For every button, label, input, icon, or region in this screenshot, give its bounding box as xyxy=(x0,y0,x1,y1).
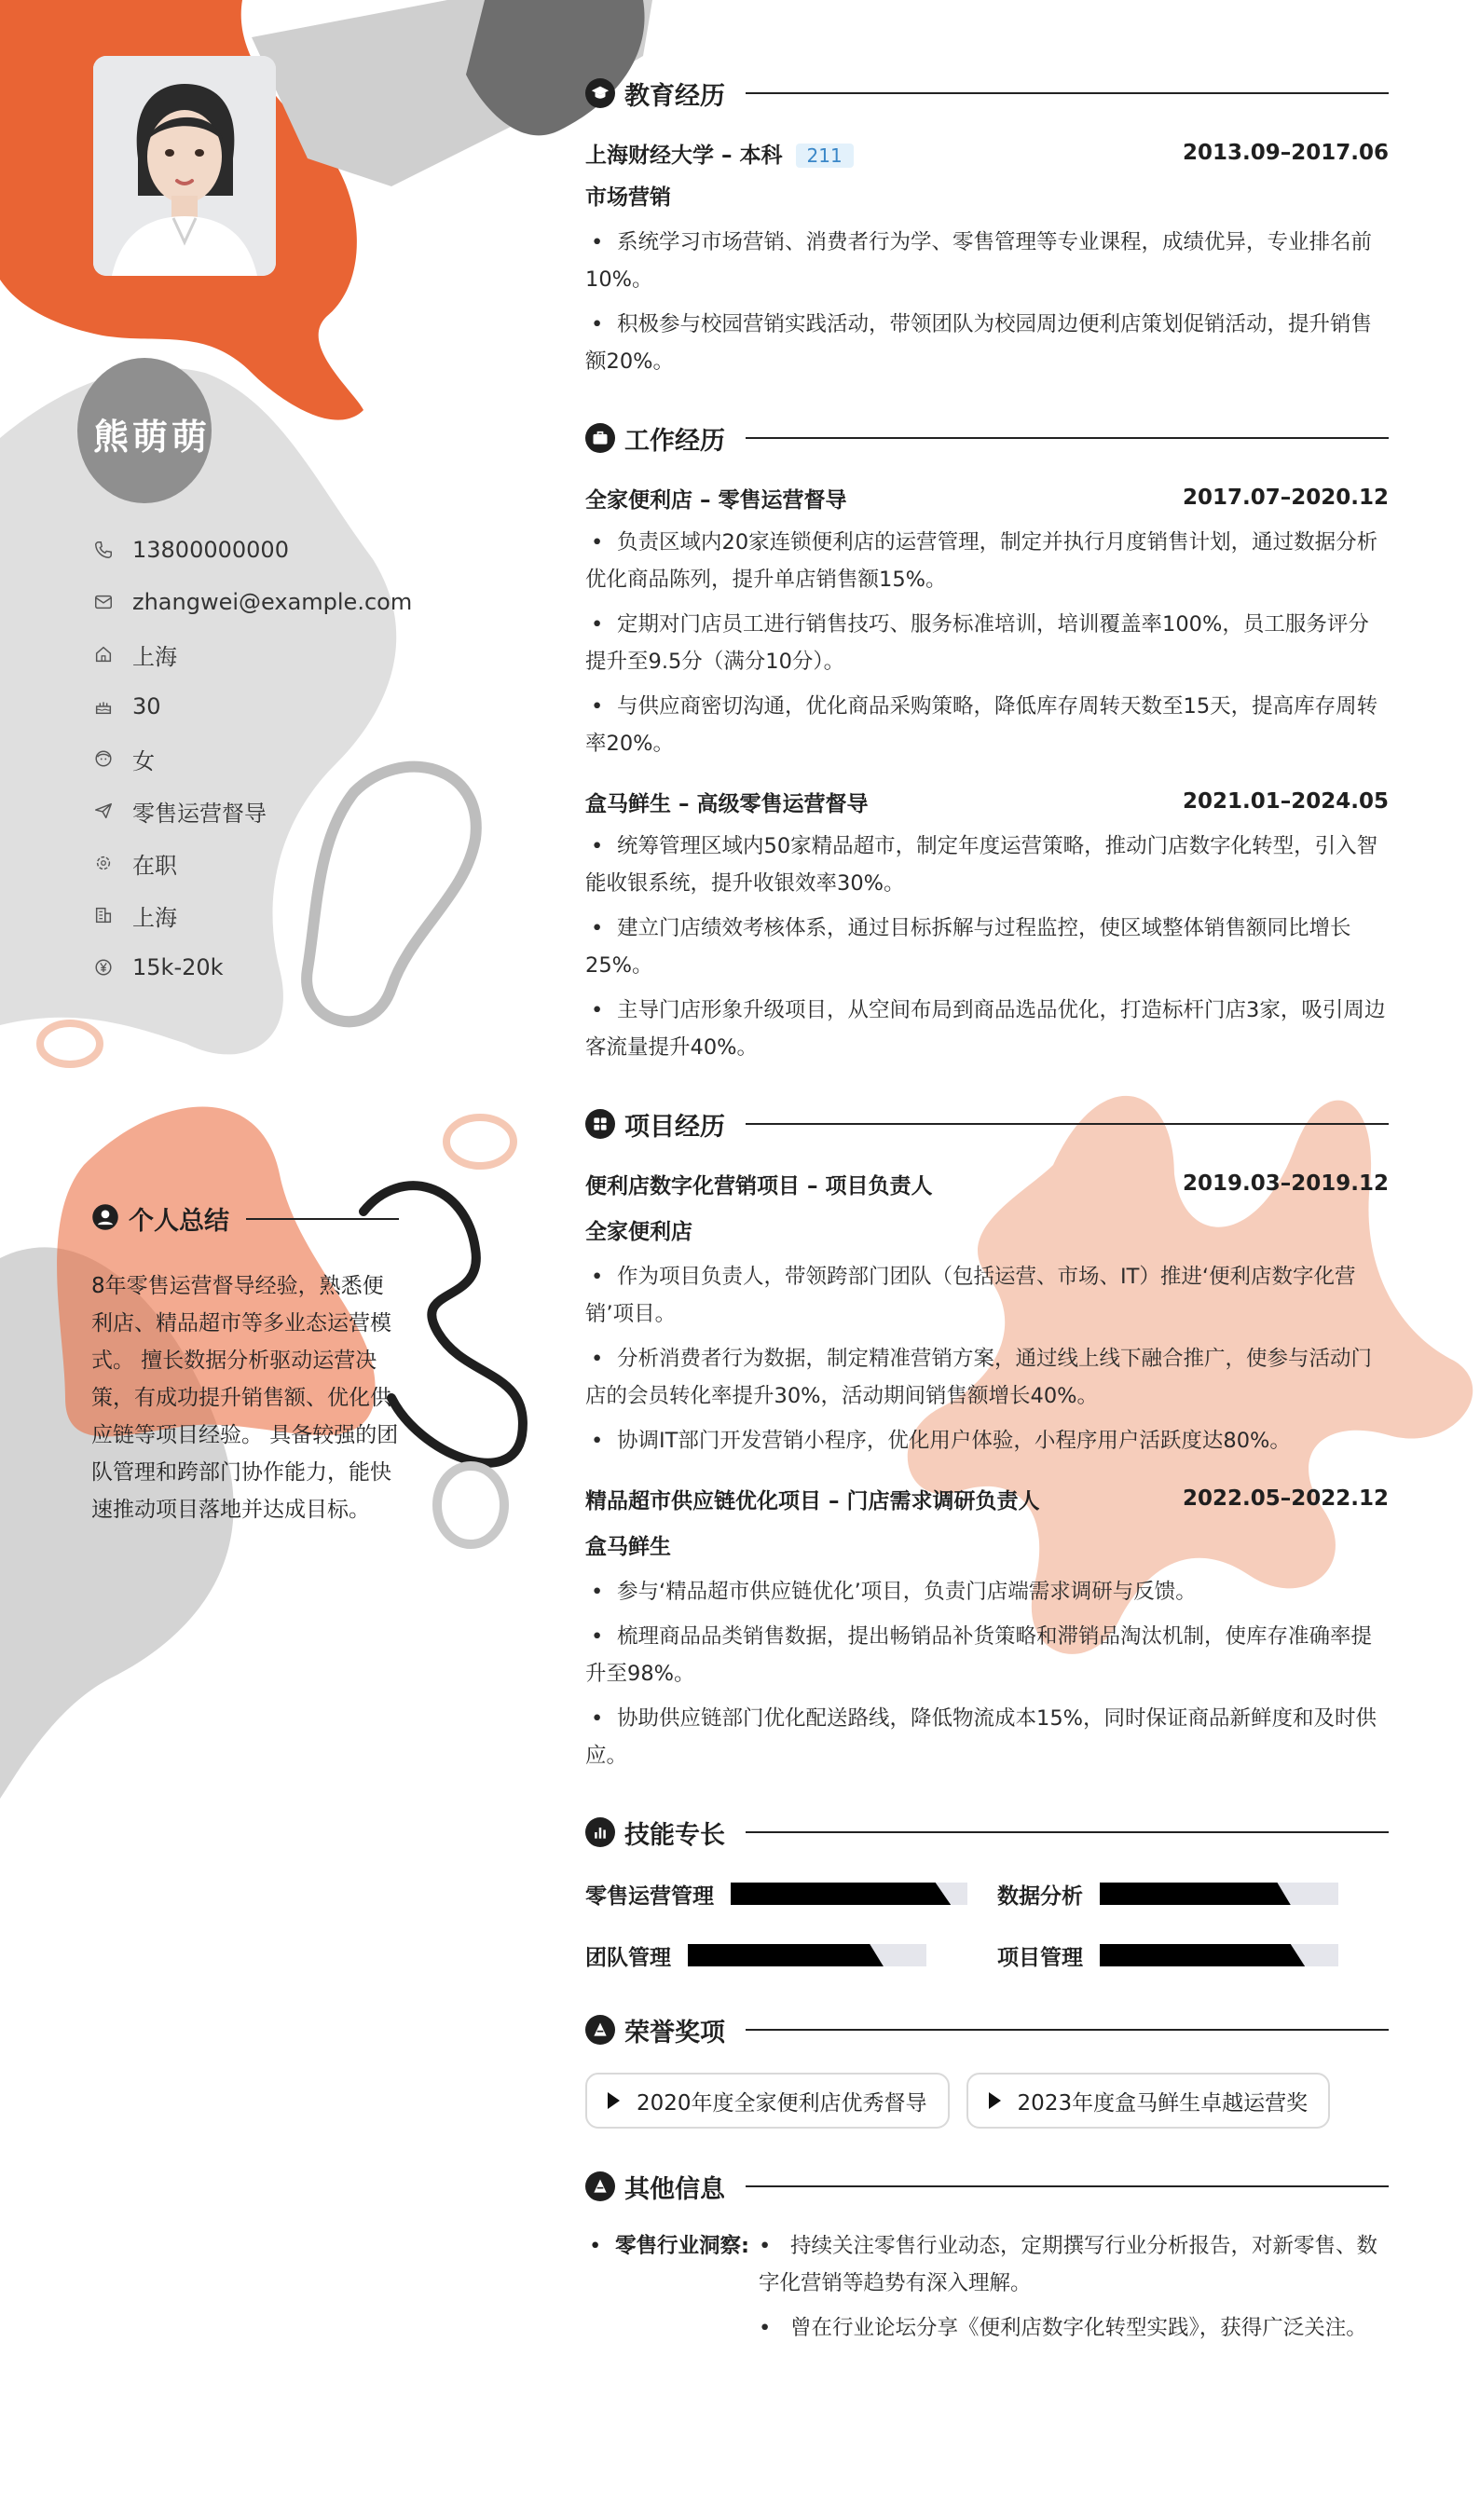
divider xyxy=(746,437,1389,439)
work-entry xyxy=(585,783,1389,1066)
skills-header xyxy=(585,1812,1389,1853)
projects-title: 项目经历 xyxy=(624,1112,725,1142)
other-title: 其他信息 xyxy=(624,2174,725,2204)
education-date: 2013.09–2017.06 xyxy=(1182,141,1389,165)
work-bullets xyxy=(585,524,1389,762)
award-icon xyxy=(585,2015,615,2045)
contact-position xyxy=(91,785,412,837)
summary-text: 8年零售运营督导经验，熟悉便利店、精品超市等多业态运营模式。 擅长数据分析驱动运营决策，有成功提升销售额、优化供应链等项目经验。 具备较强的团队管理和跨部门协作能力，能快速推动项目落地并达成目标。 xyxy=(91,1274,399,1522)
list-item: • 作为项目负责人，带领跨部门团队（包括运营、市场、IT）推进‘便利店数字化营销’项目。 xyxy=(585,1265,1356,1326)
play-icon xyxy=(989,2092,1001,2109)
school-tag-badge: 211 xyxy=(796,144,854,168)
other-info xyxy=(585,2227,1389,2354)
bar-chart-icon xyxy=(585,1817,615,1847)
candidate-name: 熊萌萌 xyxy=(93,417,212,458)
divider xyxy=(246,1218,399,1220)
contact-text: zhangwei@example.com xyxy=(132,589,413,615)
awards-header xyxy=(585,2009,1389,2050)
awards-title: 荣誉奖项 xyxy=(624,2018,725,2048)
project-entry xyxy=(585,1480,1389,1774)
divider xyxy=(746,1123,1389,1125)
contact-city xyxy=(91,889,412,941)
contact-home xyxy=(91,628,412,680)
contact-age xyxy=(91,680,412,733)
face-icon xyxy=(91,746,116,771)
contact-status xyxy=(91,837,412,889)
peach-ring-2 xyxy=(446,1117,514,1166)
project-bullets xyxy=(585,1573,1389,1774)
summary-header xyxy=(91,1200,399,1237)
skills-title: 技能专长 xyxy=(624,1820,725,1850)
education-title: 教育经历 xyxy=(624,81,725,111)
divider xyxy=(746,2029,1389,2031)
building-icon xyxy=(91,903,116,927)
avatar xyxy=(93,56,276,276)
skill-bar xyxy=(1100,1883,1338,1905)
skill-fill xyxy=(1100,1883,1291,1905)
education-entry-title xyxy=(585,134,1389,171)
other-label: • 零售行业洞察: xyxy=(589,2234,749,2258)
list-item: • 协助供应链部门优化配送路线，降低物流成本15%，同时保证商品新鲜度和及时供应。 xyxy=(585,1706,1377,1768)
skill-item: 数据分析 xyxy=(997,1877,1389,1911)
gray-ring xyxy=(437,1466,504,1544)
award-badge: 2023年度盒马鲜生卓越运营奖 xyxy=(966,2073,1331,2129)
list-item: • 负责区域内20家连锁便利店的运营管理，制定并执行月度销售计划，通过数据分析优化商品陈列，提升单店销售额15%。 xyxy=(585,530,1378,592)
project-bullets xyxy=(585,1258,1389,1459)
list-item: • 分析消费者行为数据，制定精准营销方案，通过线上线下融合推广，使参与活动门店的会员转化率提升30%，活动期间销售额增长40%。 xyxy=(585,1347,1373,1408)
list-item: • 协调IT部门开发营销小程序，优化用户体验，小程序用户活跃度达80%。 xyxy=(591,1429,1291,1453)
yen-icon xyxy=(91,955,116,979)
list-item: • 建立门店绩效考核体系，通过目标拆解与过程监控，使区域整体销售额同比增长25%。 xyxy=(585,916,1351,978)
award-badge: 2020年度全家便利店优秀督导 xyxy=(585,2073,950,2129)
skill-bar xyxy=(688,1944,926,1966)
work-entry xyxy=(585,479,1389,762)
list-item: • 与供应商密切沟通，优化商品采购策略，降低库存周转天数至15天，提高库存周转率20%。 xyxy=(585,694,1378,756)
project-org: 盒马鲜生 xyxy=(585,1535,671,1559)
play-icon xyxy=(608,2092,620,2109)
skill-item: 项目管理 xyxy=(997,1938,1389,1972)
contact-text: 在职 xyxy=(132,852,177,879)
work-entry-title: 全家便利店 – 零售运营督导 2017.07–2020.12 xyxy=(585,486,1389,513)
skill-fill xyxy=(731,1883,951,1905)
work-title: 工作经历 xyxy=(624,426,725,456)
projects-header xyxy=(585,1103,1389,1144)
send-icon xyxy=(91,799,116,823)
school-name: 上海财经大学 – 本科 xyxy=(585,143,783,168)
list-item: • 主导门店形象升级项目，从空间布局到商品选品优化，打造标杆门店3家，吸引周边客流量提升40%。 xyxy=(585,998,1386,1060)
contact-email xyxy=(91,576,412,628)
cake-icon xyxy=(91,694,116,719)
briefcase-icon xyxy=(585,423,615,453)
skill-fill xyxy=(688,1944,884,1966)
skill-bar xyxy=(731,1883,967,1905)
divider xyxy=(746,2185,1389,2187)
other-header xyxy=(585,2166,1389,2207)
user-icon xyxy=(91,1203,119,1235)
work-entry-title: 盒马鲜生 – 高级零售运营督导 2021.01–2024.05 xyxy=(585,789,1389,816)
list-item: • 定期对门店员工进行销售技巧、服务标准培训，培训覆盖率100%，员工服务评分提升至9.5分（满分10分）。 xyxy=(585,612,1369,674)
divider xyxy=(746,92,1389,94)
skill-item: 零售运营管理 xyxy=(585,1877,997,1911)
education-major: 市场营销 xyxy=(585,185,671,210)
skill-item: 团队管理 xyxy=(585,1938,997,1972)
contact-salary xyxy=(91,941,412,993)
education-bullets xyxy=(585,224,1389,380)
mail-icon xyxy=(91,590,116,614)
contact-text: 13800000000 xyxy=(132,537,289,563)
contact-text: 15k-20k xyxy=(132,954,224,980)
awards-list xyxy=(585,2073,1389,2129)
education-header xyxy=(585,73,1389,114)
project-entry xyxy=(585,1165,1389,1459)
grid-icon xyxy=(585,1109,615,1139)
contact-text: 上海 xyxy=(132,904,177,931)
contact-phone xyxy=(91,524,412,576)
contact-text: 30 xyxy=(132,693,161,719)
person-silhouette-icon xyxy=(93,56,276,276)
skills-grid xyxy=(585,1877,1389,1972)
home-icon xyxy=(91,642,116,666)
list-item: • 系统学习市场营销、消费者行为学、零售管理等专业课程，成绩优异，专业排名前10%。 xyxy=(585,230,1373,292)
peach-ring-1 xyxy=(40,1023,100,1064)
list-item: • 统筹管理区域内50家精品超市，制定年度运营策略，推动门店数字化转型，引入智能收银系统，提升收银效率30%。 xyxy=(585,834,1378,896)
contact-text: 上海 xyxy=(132,643,177,670)
skill-fill xyxy=(1100,1944,1305,1966)
contact-list xyxy=(91,524,412,993)
list-item: • 积极参与校园营销实践活动，带领团队为校园周边便利店策划促销活动，提升销售额20%。 xyxy=(585,312,1373,374)
main-content xyxy=(585,73,1389,2354)
list-item: • 持续关注零售行业动态，定期撰写行业分析报告，对新零售、数字化营销等趋势有深入理解。 xyxy=(759,2234,1378,2295)
list-item: • 曾在行业论坛分享《便利店数字化转型实践》，获得广泛关注。 xyxy=(759,2316,1367,2340)
divider xyxy=(746,1831,1389,1833)
phone-icon xyxy=(91,538,116,562)
status-icon xyxy=(91,851,116,875)
contact-gender xyxy=(91,733,412,785)
other-bullets xyxy=(759,2227,1389,2354)
project-org: 全家便利店 xyxy=(585,1220,692,1244)
list-item: • 参与‘精品超市供应链优化’项目，负责门店端需求调研与反馈。 xyxy=(591,1580,1197,1604)
summary-title: 个人总结 xyxy=(129,1207,229,1236)
work-header xyxy=(585,418,1389,459)
list-item: • 梳理商品品类销售数据，提出畅销品补货策略和滞销品淘汰机制，使库存准确率提升至98%。 xyxy=(585,1624,1373,1686)
contact-text: 女 xyxy=(132,747,155,774)
contact-text: 零售运营督导 xyxy=(132,800,267,827)
project-entry-title: 便利店数字化营销项目 – 项目负责人 2019.03–2019.12 xyxy=(585,1171,1389,1198)
project-entry-title: 精品超市供应链优化项目 – 门店需求调研负责人 2022.05–2022.12 xyxy=(585,1486,1389,1513)
work-bullets xyxy=(585,828,1389,1066)
skill-bar xyxy=(1100,1944,1338,1966)
info-icon xyxy=(585,2171,615,2201)
graduation-cap-icon xyxy=(585,78,615,108)
